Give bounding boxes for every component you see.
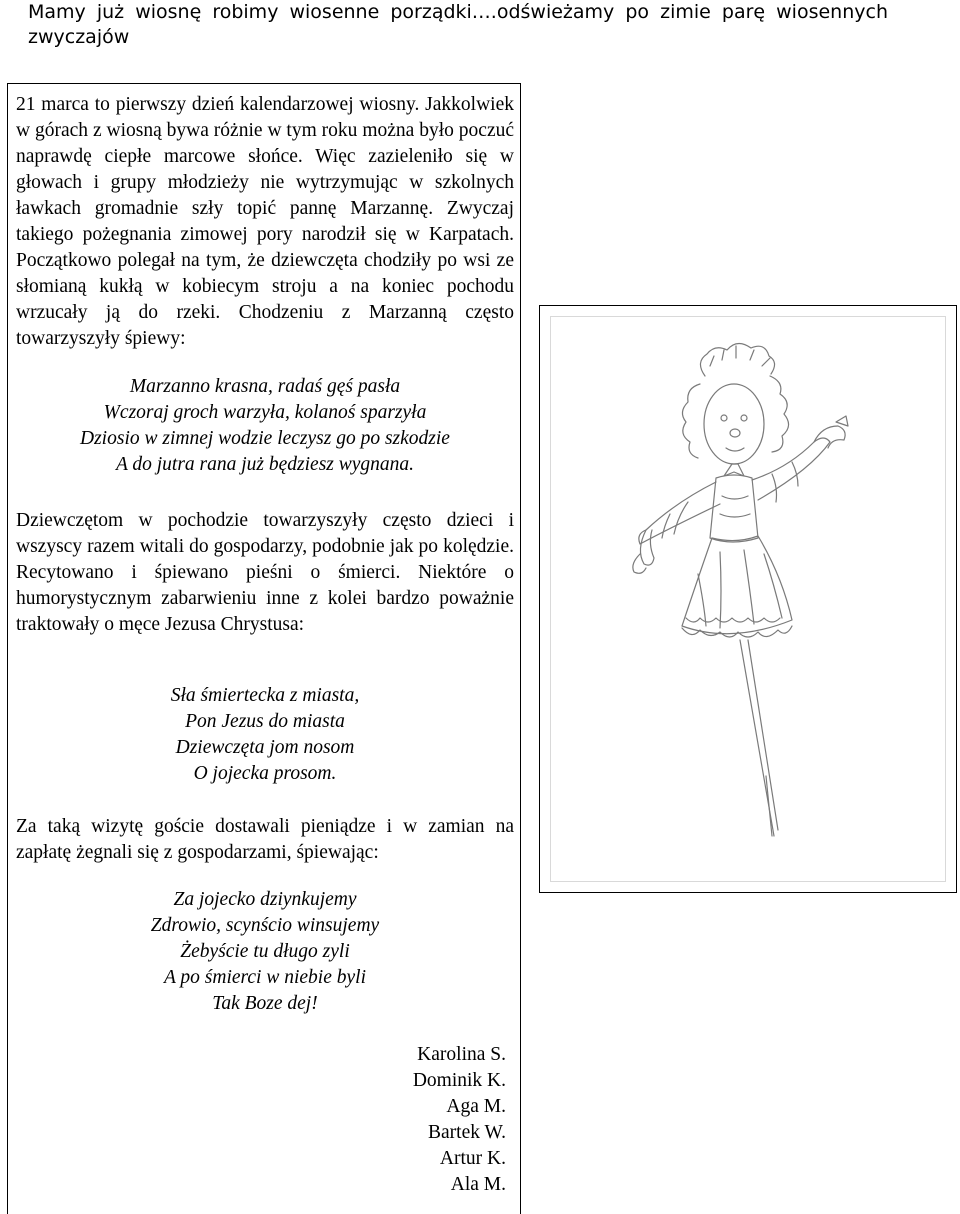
verse-line: Dziosio w zimnej wodzie leczysz go po szkodzie — [80, 428, 450, 449]
verse-line: Marzanno krasna, radaś gęś pasła — [129, 376, 401, 397]
author-signatures — [413, 1042, 506, 1198]
verse-line: Za jojecko dziynkujemy — [173, 889, 357, 910]
article-paragraph-2: Dziewczętom w pochodzie towarzyszyły często dzieci i wszyscy razem witali do gospodarzy, podobnie jak po kolędzie. Recytowano i śpiewano pieśni o śmierci. Niektóre o humorystycznym zabarwieniu inne z kolei bardzo poważnie traktowały o męce Jezusa Chrystusa: — [16, 510, 514, 635]
author-name: Artur K. — [439, 1148, 506, 1169]
author-name: Karolina S. — [417, 1044, 506, 1065]
song-verse-1 — [16, 374, 514, 478]
verse-line: Sła śmiertecka z miasta, — [170, 685, 360, 706]
verse-line: Zdrowio, scynścio winsujemy — [150, 915, 380, 936]
verse-line: Dziewczęta jom nosom — [175, 737, 355, 758]
marzanna-drawing-icon — [540, 306, 958, 894]
song-verse-2 — [16, 683, 514, 787]
verse-line: O jojecka prosom. — [193, 763, 337, 784]
author-name: Dominik K. — [412, 1070, 506, 1091]
verse-line: Tak Boze dej! — [212, 993, 318, 1014]
article-box — [7, 83, 521, 1214]
author-name: Aga M. — [446, 1096, 506, 1117]
verse-line: Żebyście tu długo zyli — [180, 941, 350, 962]
verse-line: A po śmierci w niebie byli — [163, 967, 366, 988]
article-paragraph-1: 21 marca to pierwszy dzień kalendarzowej wiosny. Jakkolwiek w górach z wiosną bywa różnie w tym roku można było poczuć naprawdę ciepłe marcowe słońce. Więc zazieleniło się w głowach i grupy młodzieży nie wytrzymując w szkolnych ławkach gromadnie szły topić pannę Marzannę. Zwyczaj takiego pożegnania zimowej pory narodził się w Karpatach. Początkowo polegał na tym, że dziewczęta chodziły po wsi ze słomianą kukłą w kobiecym stroju a na koniec pochodu wrzucały ją do rzeki. Chodzeniu z Marzanną często towarzyszyły śpiewy: — [16, 94, 514, 349]
author-name: Bartek W. — [428, 1122, 506, 1143]
verse-line: A do jutra rana już będziesz wygnana. — [115, 454, 415, 475]
article-paragraph-3: Za taką wizytę goście dostawali pieniądze i w zamian na zapłatę żegnali się z gospodarzami, śpiewając: — [16, 816, 514, 863]
verse-line: Wczoraj groch warzyła, kolanoś sparzyła — [103, 402, 427, 423]
author-name: Ala M. — [450, 1174, 506, 1195]
figure-frame — [539, 305, 957, 893]
song-verse-3 — [16, 887, 514, 1017]
verse-line: Pon Jezus do miasta — [185, 711, 345, 732]
page-header: Mamy już wiosnę robimy wiosenne porządki….odświeżamy po zimie parę wiosennych zwyczajów — [28, 1, 888, 48]
